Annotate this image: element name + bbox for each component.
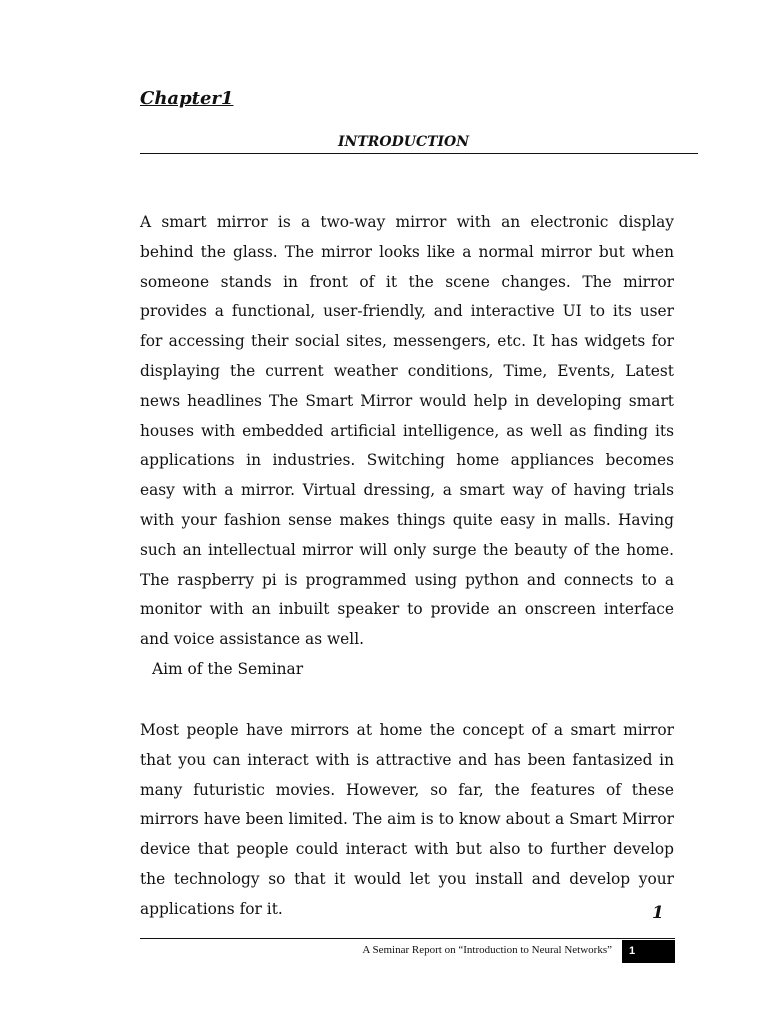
footer-divider — [140, 938, 675, 939]
section-title: INTRODUCTION — [338, 134, 470, 150]
chapter-heading: Chapter1 — [140, 88, 234, 109]
aim-heading: Aim of the Seminar — [152, 660, 304, 678]
page-number: 1 — [652, 903, 664, 923]
intro-paragraph: A smart mirror is a two-way mirror with an electronic display behind the glass. The mirror looks like a normal mirror but when someone stands in front of it the scene changes. The mirror provides a functional, user-friendly, and interactive UI to its user for accessing their social sites, messengers, etc. It has widgets for displaying the current weather conditions, Time, Events, Latest news headlines The Smart Mirror would help in developing smart houses with embedded artificial intelligence, as well as finding its applications in industries. Switching home appliances becomes easy with a mirror. Virtual dressing, a smart way of having trials with your fashion sense makes things quite easy in malls. Having such an intellectual mirror will only surge the beauty of the home. The raspberry pi is programmed using python and connects to a monitor with an inbuilt speaker to provide an onscreen interface and voice assistance as well. — [140, 213, 674, 649]
footer-text: A Seminar Report on “Introduction to Neural Networks” — [362, 944, 612, 956]
title-underline — [140, 153, 698, 154]
footer-page-number: 1 — [622, 940, 675, 963]
aim-paragraph: Most people have mirrors at home the concept of a smart mirror that you can interact with is attractive and has been fantasized in many futuristic movies. However, so far, the features of these mirrors have been limited. The aim is to know about a Smart Mirror device that people could interact with but also to further develop the technology so that it would let you install and develop your applications for it. — [140, 721, 674, 918]
